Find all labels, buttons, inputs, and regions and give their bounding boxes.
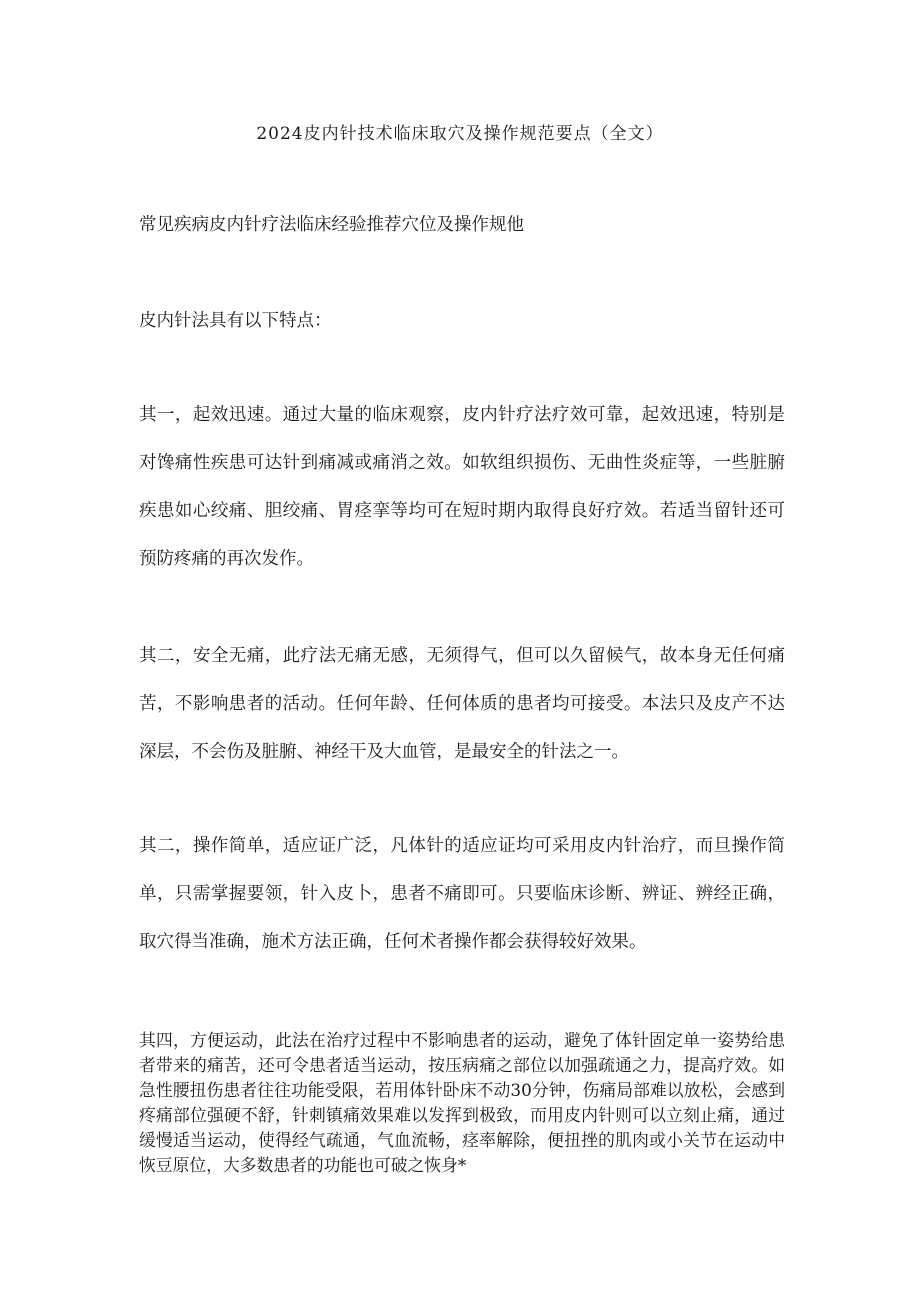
document-subtitle: 常见疾病皮内针疗法临床经验推荐穴位及操作规他 [139, 215, 524, 235]
paragraph-feature-3: 其二，操作简单，适应证广泛，凡体针的适应证均可采用皮内针治疗，而旦操作简单，只需掌握要领，针入皮卜，患者不痛即可。只要临床诊断、辨证、辨经正确，取穴得当准确，施术方法正确，任何术者操作都会获得较好效果。 [139, 836, 785, 952]
document-title: 2024皮内针技术临床取穴及操作规范要点（全文） [256, 124, 664, 144]
intro-paragraph: 皮内针法具有以下特点： [139, 311, 332, 331]
paragraph-feature-4: 其四，方便运动，此法在治疗过程中不影响患者的运动，避免了体针固定单一姿势给患者带来的痛苦，还可令患者适当运动，按压病痛之部位以加强疏通之力，提高疗效。如急性腰扭伤患者往往功能受限，若用体针卧床不动30分钟，伤痛局部难以放松，会感到疼痛部位强硬不舒，针刺镇痛效果难以发挥到极致，而用皮内针则可以立刻止痛，通过缓慢适当运动，使得经气疏通，气血流畅，痉率解除，便扭挫的肌肉或小关节在运动中恢豆原位，大多数患者的功能也可破之恢身* [139, 1030, 785, 1175]
paragraph-feature-1: 其一，起效迅速。通过大量的临床观察，皮内针疗法疗效可靠，起效迅速，特别是对馋痛性疾患可达针到痛减或痛消之效。如软组织损伤、无曲性炎症等，一些脏腑疾患如心绞痛、胆绞痛、胃痉挛等均可在短时期内取得良好疗效。若适当留针还可预防疼痛的再次发作。 [139, 405, 785, 569]
paragraph-feature-2: 其二，安全无痛，此疗法无痛无感，无须得气，但可以久留候气，故本身无任何痛苦，不影响患者的活动。任何年龄、任何体质的患者均可接受。本法只及皮产不达深层，不会伤及脏腑、神经干及大血管，是最安全的针法之一。 [139, 646, 785, 762]
